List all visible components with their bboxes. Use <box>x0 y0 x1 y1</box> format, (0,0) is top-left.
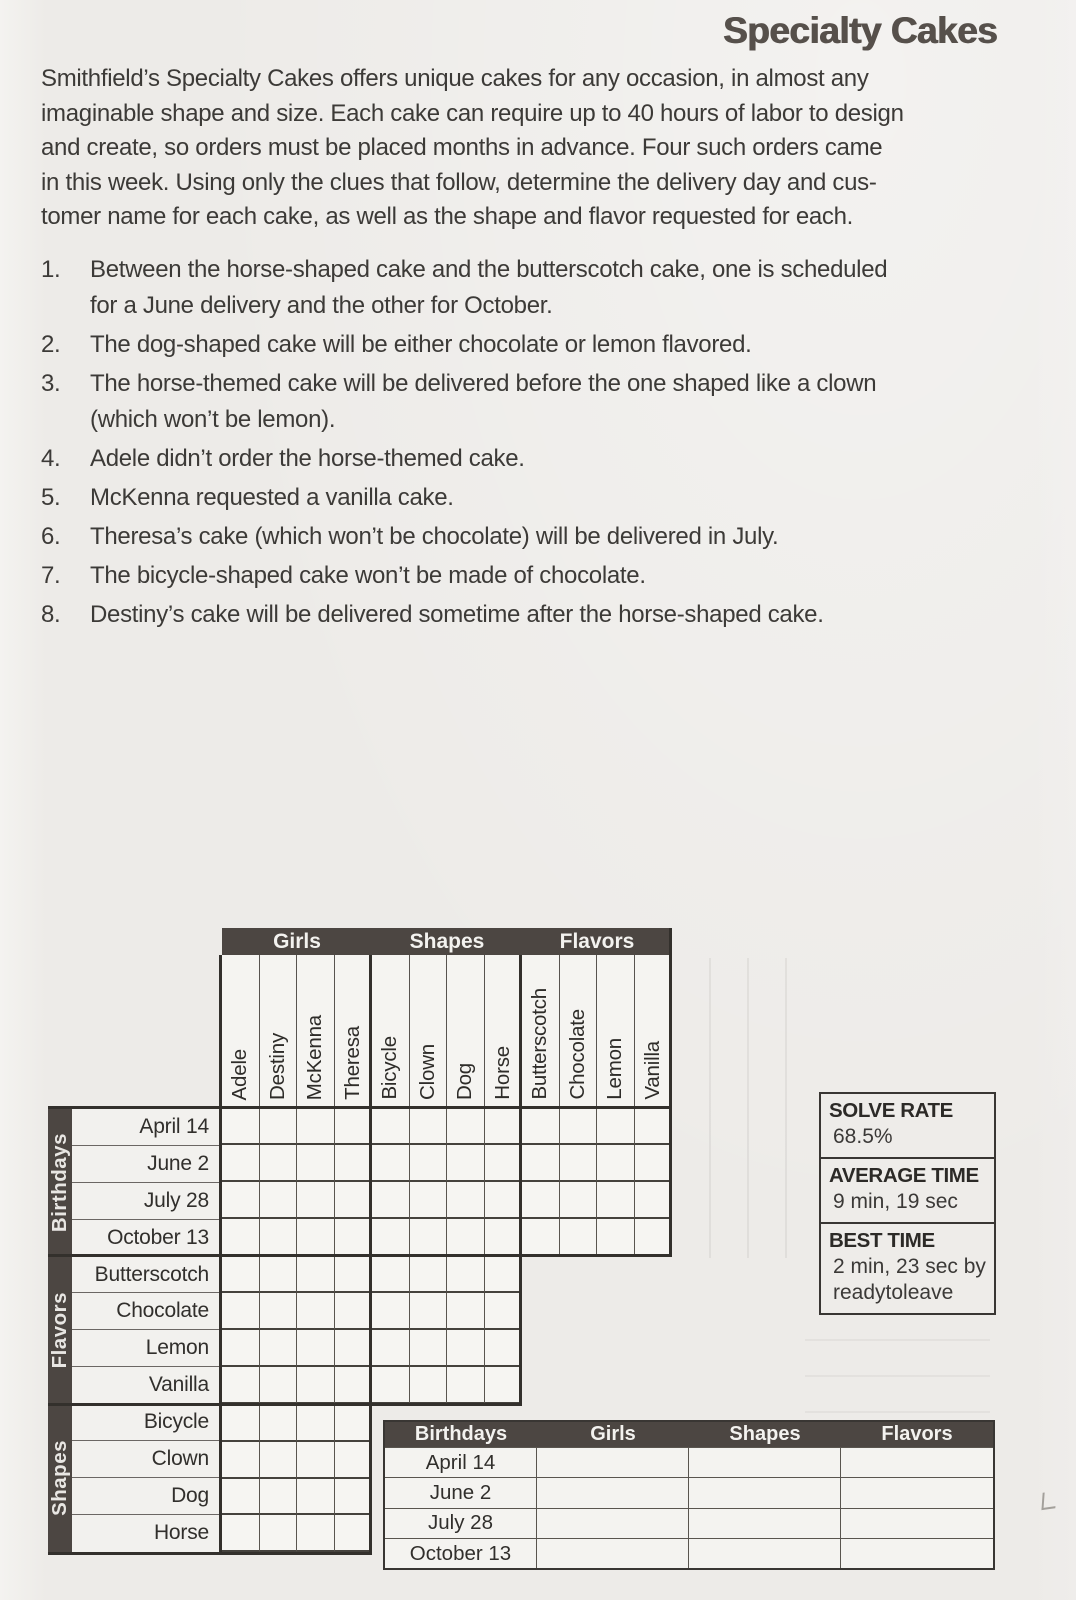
grid-cell[interactable] <box>635 1219 673 1256</box>
intro-line: and create, so orders must be placed months in advance. Four such orders came <box>41 134 883 162</box>
col-label-cell <box>522 955 560 1108</box>
grid-cell[interactable] <box>222 1479 260 1516</box>
clue-text <box>90 366 876 438</box>
col-label: Dog <box>453 1062 477 1100</box>
intro-line: tomer name for each cake, as well as the shape and flavor requested for each. <box>41 203 854 231</box>
grid-cell[interactable] <box>335 1182 373 1219</box>
grid-cell[interactable] <box>260 1515 298 1552</box>
col-label: Destiny <box>265 1033 289 1100</box>
clue-item <box>41 519 887 555</box>
intro-line: Smithfield’s Specialty Cakes offers unique cakes for any occasion, in almost any <box>41 65 869 92</box>
grid-cell[interactable] <box>222 1293 260 1330</box>
grid-cell[interactable] <box>372 1108 410 1145</box>
page-title: Specialty Cakes <box>722 10 997 51</box>
grid-cell[interactable] <box>222 1219 260 1256</box>
grid-cell[interactable] <box>522 1145 560 1182</box>
pen-mark <box>1041 1491 1056 1510</box>
clue-item <box>41 252 887 324</box>
intro-line: imaginable shape and size. Each cake can require up to 40 hours of labor to design <box>41 99 904 127</box>
grid-rule <box>669 928 672 1257</box>
answer-table-header <box>385 1422 993 1447</box>
row-label: Horse <box>72 1515 219 1552</box>
grid-cell[interactable] <box>297 1256 335 1293</box>
col-label: Vanilla <box>640 1041 664 1100</box>
grid-cell[interactable] <box>410 1145 448 1182</box>
grid-rule <box>48 1403 522 1406</box>
clue-text-line: Theresa’s cake (which won’t be chocolate) will be delivered in July. <box>90 523 779 550</box>
col-label-cell <box>635 955 673 1108</box>
best-time-section <box>821 1224 994 1313</box>
average-time-section <box>821 1159 994 1224</box>
row-group-label: Shapes <box>48 1440 71 1517</box>
col-label-cell <box>597 955 635 1108</box>
grid-rule <box>369 955 372 1555</box>
grid-cell[interactable] <box>522 1219 560 1256</box>
grid-cell[interactable] <box>335 1256 373 1293</box>
grid-cell[interactable] <box>485 1367 523 1404</box>
grid-cell[interactable] <box>447 1367 485 1404</box>
grid-cell[interactable] <box>260 1330 298 1367</box>
average-time-label: AVERAGE TIME <box>829 1164 979 1187</box>
answer-header-girls: Girls <box>590 1423 636 1445</box>
col-label: McKenna <box>303 1014 327 1100</box>
clue-number: 2. <box>41 331 61 358</box>
grid-cell[interactable] <box>260 1293 298 1330</box>
grid-cell[interactable] <box>260 1256 298 1293</box>
clue-item <box>41 597 887 633</box>
clue-text <box>90 327 752 363</box>
row-label: June 2 <box>72 1146 219 1183</box>
clue-text-line: Between the horse-shaped cake and the butterscotch cake, one is scheduled <box>90 256 888 283</box>
solve-rate-value: 68.5% <box>833 1125 893 1148</box>
grid-cell[interactable] <box>222 1405 260 1442</box>
grid-cell[interactable] <box>222 1108 260 1145</box>
clue-number: 4. <box>41 445 61 472</box>
row-label: July 28 <box>72 1183 219 1220</box>
average-time-value: 9 min, 19 sec <box>833 1190 958 1213</box>
grid-cell[interactable] <box>297 1442 335 1479</box>
grid-cell[interactable] <box>372 1293 410 1330</box>
row-label: October 13 <box>72 1220 219 1257</box>
row-group-flavors <box>48 1257 72 1405</box>
row-label: Dog <box>72 1478 219 1515</box>
row-label: Bicycle <box>72 1404 219 1441</box>
answer-cell[interactable] <box>689 1478 841 1507</box>
grid-cell[interactable] <box>297 1330 335 1367</box>
answer-header-shapes: Shapes <box>729 1423 801 1445</box>
grid-column-group-header <box>222 928 672 955</box>
answer-row-label: April 14 <box>385 1448 537 1477</box>
grid-cell[interactable] <box>597 1108 635 1145</box>
clue-item <box>41 327 887 363</box>
grid-cell[interactable] <box>485 1219 523 1256</box>
grid-cell[interactable] <box>335 1405 373 1442</box>
grid-cell[interactable] <box>335 1367 373 1404</box>
col-group-shapes: Shapes <box>409 930 485 953</box>
clue-text-line: McKenna requested a vanilla cake. <box>90 484 454 511</box>
answer-row <box>385 1538 993 1568</box>
grid-cell[interactable] <box>297 1182 335 1219</box>
answer-cell[interactable] <box>689 1509 841 1538</box>
col-label-cell <box>372 955 410 1108</box>
grid-cell[interactable] <box>297 1367 335 1404</box>
grid-cell[interactable] <box>597 1219 635 1256</box>
col-label: Bicycle <box>378 1036 402 1100</box>
grid-rule <box>48 1552 372 1555</box>
col-label: Chocolate <box>565 1009 589 1100</box>
clue-text-line: The bicycle-shaped cake won’t be made of chocolate. <box>90 562 646 589</box>
col-label-cell <box>447 955 485 1108</box>
grid-cell[interactable] <box>597 1182 635 1219</box>
grid-cell[interactable] <box>372 1182 410 1219</box>
grid-cell[interactable] <box>222 1145 260 1182</box>
answer-cell[interactable] <box>841 1478 993 1507</box>
grid-cell[interactable] <box>635 1108 673 1145</box>
grid-cell[interactable] <box>260 1182 298 1219</box>
grid-rule <box>219 955 222 1555</box>
grid-section-shapes <box>222 1405 372 1552</box>
col-label-cell <box>560 955 598 1108</box>
answer-cell[interactable] <box>841 1509 993 1538</box>
clue-list <box>41 252 887 636</box>
grid-cell[interactable] <box>335 1479 373 1516</box>
grid-cell[interactable] <box>372 1256 410 1293</box>
grid-cell[interactable] <box>372 1330 410 1367</box>
clue-number: 7. <box>41 562 61 589</box>
row-label: Lemon <box>72 1330 219 1367</box>
clue-number: 3. <box>41 370 61 397</box>
grid-cell[interactable] <box>222 1367 260 1404</box>
answer-row-label: June 2 <box>385 1478 537 1507</box>
grid-cell[interactable] <box>297 1293 335 1330</box>
col-label: Horse <box>490 1046 514 1100</box>
answer-row <box>385 1477 993 1507</box>
col-label: Butterscotch <box>528 988 552 1100</box>
grid-cell[interactable] <box>485 1182 523 1219</box>
row-label: April 14 <box>72 1109 219 1146</box>
col-group-flavors: Flavors <box>559 930 635 953</box>
grid-cell[interactable] <box>485 1330 523 1367</box>
answer-row <box>385 1447 993 1477</box>
grid-cell[interactable] <box>335 1219 373 1256</box>
answer-cell[interactable] <box>537 1478 689 1507</box>
best-time-user: readytoleave <box>833 1281 954 1304</box>
clue-text-line: (which won’t be lemon). <box>90 406 336 433</box>
grid-section-birthdays <box>222 1108 672 1256</box>
solve-rate-label: SOLVE RATE <box>829 1099 953 1122</box>
grid-cell[interactable] <box>297 1219 335 1256</box>
col-label-cell <box>297 955 335 1108</box>
answer-header-birthdays: Birthdays <box>414 1423 508 1445</box>
grid-cell[interactable] <box>372 1219 410 1256</box>
grid-cell[interactable] <box>222 1256 260 1293</box>
clue-text <box>90 597 824 633</box>
grid-cell[interactable] <box>410 1367 448 1404</box>
clue-text <box>90 558 646 594</box>
intro-line: in this week. Using only the clues that follow, determine the delivery day and cus- <box>41 168 877 196</box>
answer-cell[interactable] <box>689 1448 841 1477</box>
clue-item <box>41 366 887 438</box>
best-time-label: BEST TIME <box>829 1229 935 1252</box>
grid-column-labels <box>222 955 672 1108</box>
grid-cell[interactable] <box>260 1145 298 1182</box>
grid-cell[interactable] <box>297 1405 335 1442</box>
col-label: Clown <box>415 1044 439 1100</box>
grid-rule <box>519 955 522 1406</box>
grid-rule <box>48 1106 672 1109</box>
clue-text-line: The horse-themed cake will be delivered before the one shaped like a clown <box>90 370 877 397</box>
clue-number: 6. <box>41 523 61 550</box>
row-label: Clown <box>72 1441 219 1478</box>
grid-cell[interactable] <box>447 1219 485 1256</box>
clue-number: 1. <box>41 256 61 283</box>
grid-cell[interactable] <box>372 1367 410 1404</box>
grid-section-flavors <box>222 1256 522 1404</box>
clue-item <box>41 480 887 516</box>
best-time-value: 2 min, 23 sec by <box>833 1255 986 1278</box>
clue-number: 8. <box>41 601 61 628</box>
grid-cell[interactable] <box>297 1479 335 1516</box>
answer-cell[interactable] <box>689 1539 841 1568</box>
answer-row <box>385 1508 993 1538</box>
grid-cell[interactable] <box>410 1293 448 1330</box>
grid-cell[interactable] <box>635 1182 673 1219</box>
grid-cell[interactable] <box>447 1108 485 1145</box>
grid-cell[interactable] <box>485 1145 523 1182</box>
grid-cell[interactable] <box>260 1405 298 1442</box>
row-label: Butterscotch <box>72 1257 219 1294</box>
answer-header-flavors: Flavors <box>881 1423 953 1445</box>
clue-item <box>41 441 887 477</box>
grid-cell[interactable] <box>560 1182 598 1219</box>
grid-cell[interactable] <box>297 1515 335 1552</box>
grid-cell[interactable] <box>485 1108 523 1145</box>
row-label: Chocolate <box>72 1293 219 1330</box>
col-label: Theresa <box>340 1026 364 1100</box>
clue-text <box>90 519 778 555</box>
grid-cell[interactable] <box>485 1293 523 1330</box>
col-label-cell <box>335 955 373 1108</box>
clue-text <box>90 441 525 477</box>
solve-rate-section <box>821 1094 994 1159</box>
clue-item <box>41 558 887 594</box>
answer-cell[interactable] <box>537 1509 689 1538</box>
col-label-cell <box>410 955 448 1108</box>
grid-cell[interactable] <box>597 1145 635 1182</box>
row-group-label: Flavors <box>48 1292 71 1369</box>
grid-cell[interactable] <box>410 1330 448 1367</box>
grid-cell[interactable] <box>222 1515 260 1552</box>
grid-cell[interactable] <box>447 1145 485 1182</box>
grid-cell[interactable] <box>372 1145 410 1182</box>
grid-cell[interactable] <box>410 1256 448 1293</box>
grid-cell[interactable] <box>410 1108 448 1145</box>
grid-cell[interactable] <box>447 1330 485 1367</box>
grid-cell[interactable] <box>485 1256 523 1293</box>
grid-cell[interactable] <box>297 1145 335 1182</box>
grid-cell[interactable] <box>335 1293 373 1330</box>
grid-cell[interactable] <box>222 1330 260 1367</box>
stats-box <box>819 1092 996 1315</box>
grid-rule <box>48 1254 672 1257</box>
grid-cell[interactable] <box>410 1182 448 1219</box>
clue-text <box>90 252 887 324</box>
col-label-cell <box>485 955 523 1108</box>
clue-text-line: The dog-shaped cake will be either chocolate or lemon flavored. <box>90 331 752 358</box>
intro-paragraph <box>41 62 904 235</box>
grid-row-group-bar <box>48 1109 72 1552</box>
answer-cell[interactable] <box>537 1448 689 1477</box>
answer-cell[interactable] <box>537 1539 689 1568</box>
grid-cell[interactable] <box>522 1182 560 1219</box>
bleed-through-artifact <box>673 958 791 1258</box>
grid-cell[interactable] <box>297 1108 335 1145</box>
grid-cell[interactable] <box>447 1293 485 1330</box>
grid-cell[interactable] <box>222 1182 260 1219</box>
grid-cell[interactable] <box>260 1479 298 1516</box>
answer-table <box>383 1420 995 1570</box>
row-group-shapes <box>48 1404 72 1552</box>
grid-cell[interactable] <box>335 1108 373 1145</box>
clue-text-line: Destiny’s cake will be delivered sometime after the horse-shaped cake. <box>90 601 824 628</box>
grid-cell[interactable] <box>560 1219 598 1256</box>
grid-cell[interactable] <box>410 1219 448 1256</box>
grid-cell[interactable] <box>260 1367 298 1404</box>
grid-cell[interactable] <box>260 1442 298 1479</box>
col-label: Adele <box>228 1048 252 1100</box>
col-label-cell <box>260 955 298 1108</box>
col-group-girls: Girls <box>273 930 321 953</box>
row-label: Vanilla <box>72 1367 219 1404</box>
row-group-label: Birthdays <box>48 1133 71 1233</box>
grid-cell[interactable] <box>335 1442 373 1479</box>
grid-cell[interactable] <box>260 1219 298 1256</box>
grid-cell[interactable] <box>560 1145 598 1182</box>
clue-number: 5. <box>41 484 61 511</box>
row-group-birthdays <box>48 1109 72 1257</box>
grid-cell[interactable] <box>335 1515 373 1552</box>
grid-cell[interactable] <box>335 1330 373 1367</box>
answer-row-label: July 28 <box>385 1509 537 1538</box>
answer-cell[interactable] <box>841 1539 993 1568</box>
grid-cell[interactable] <box>222 1442 260 1479</box>
grid-cell[interactable] <box>522 1108 560 1145</box>
grid-cell[interactable] <box>447 1182 485 1219</box>
grid-cell[interactable] <box>447 1256 485 1293</box>
col-label-cell <box>222 955 260 1108</box>
col-label: Lemon <box>603 1038 627 1100</box>
answer-cell[interactable] <box>841 1448 993 1477</box>
grid-cell[interactable] <box>635 1145 673 1182</box>
clue-text-line: Adele didn’t order the horse-themed cake. <box>90 445 525 472</box>
clue-text <box>90 480 454 516</box>
answer-row-label: October 13 <box>385 1539 537 1568</box>
grid-cell[interactable] <box>260 1108 298 1145</box>
grid-cell[interactable] <box>560 1108 598 1145</box>
clue-text-line: for a June delivery and the other for October. <box>90 292 553 319</box>
grid-cell[interactable] <box>335 1145 373 1182</box>
grid-row-labels <box>72 1109 219 1552</box>
